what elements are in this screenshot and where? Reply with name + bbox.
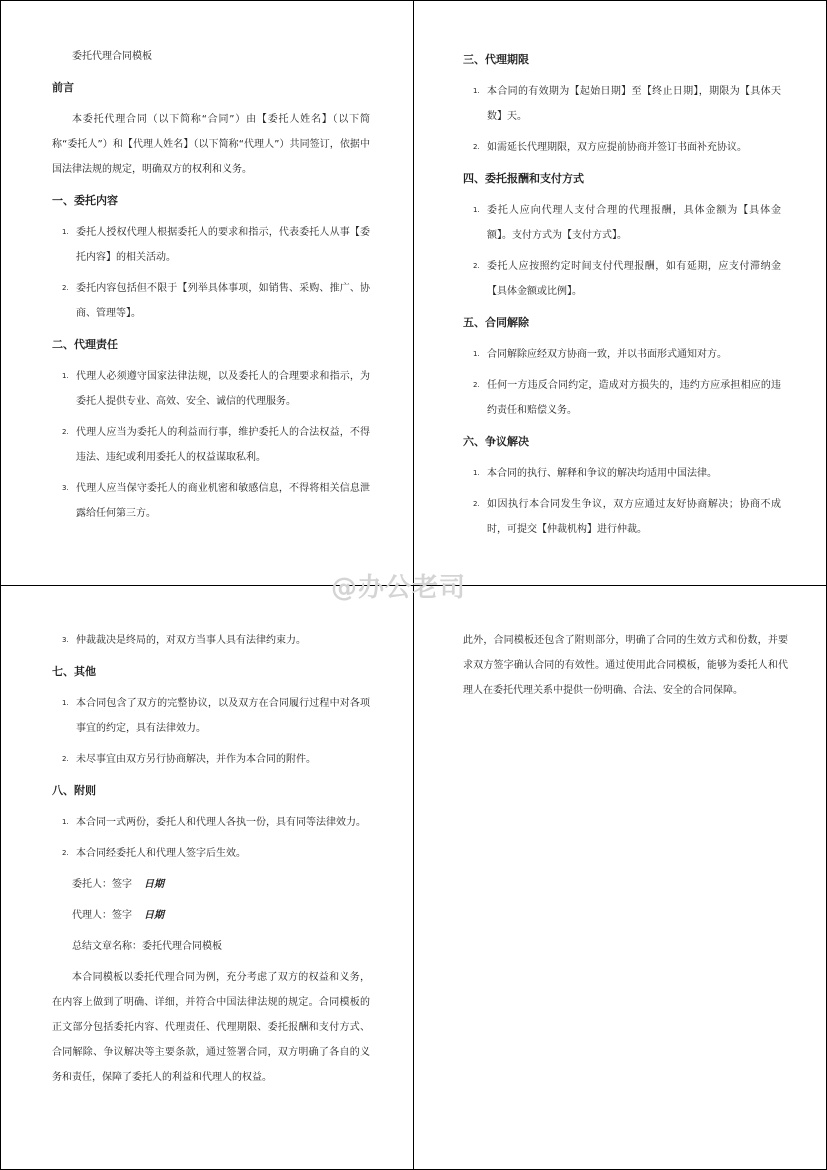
item-text: 本合同包含了双方的完整协议，以及双方在合同履行过程中对各项事宜的约定，具有法律效力。 <box>76 698 370 734</box>
item-text: 如需延长代理期限，双方应提前协商并签订书面补充协议。 <box>487 142 747 153</box>
section-7-heading: 七、其他 <box>52 665 96 678</box>
page-top-left <box>52 44 370 532</box>
section-3-item-2 <box>463 135 781 160</box>
item-text: 委托人授权代理人根据委托人的要求和指示，代表委托人从事【委托内容】的相关活动。 <box>76 227 370 263</box>
item-number: 2. <box>473 500 480 508</box>
signature-date: 日期 <box>144 879 164 890</box>
section-1-heading: 一、委托内容 <box>52 194 118 207</box>
item-text: 代理人应当保守委托人的商业机密和敏感信息，不得将相关信息泄露给任何第三方。 <box>76 483 370 519</box>
section-8-item-1 <box>52 810 370 835</box>
page-bottom-right <box>463 628 788 709</box>
page-top-right <box>463 44 781 548</box>
item-text: 未尽事宜由双方另行协商解决，并作为本合同的附件。 <box>76 754 316 765</box>
section-5-item-2 <box>463 373 781 423</box>
item-number: 2. <box>473 262 480 270</box>
agent-signature-line <box>52 903 370 928</box>
item-text: 委托人应按照约定时间支付代理报酬，如有延期，应支付滞纳金【具体金额或比例】。 <box>487 261 781 297</box>
item-text: 代理人应当为委托人的利益而行事，维护委托人的合法权益，不得违法、违纪或利用委托人的权益谋取私利。 <box>76 427 370 463</box>
section-4-item-2 <box>463 254 781 304</box>
section-8-heading: 八、附则 <box>52 784 96 797</box>
section-8-item-2 <box>52 841 370 866</box>
item-number: 1. <box>473 87 480 95</box>
section-1-item-2 <box>52 276 370 326</box>
page-bottom-left <box>52 628 370 1096</box>
section-4-heading: 四、委托报酬和支付方式 <box>463 172 584 185</box>
item-text: 任何一方违反合同约定，造成对方损失的，违约方应承担相应的违约责任和赔偿义务。 <box>487 380 781 416</box>
item-number: 1. <box>473 469 480 477</box>
signature-label: 委托人：签字 <box>72 879 132 890</box>
item-number: 2. <box>473 381 480 389</box>
item-number: 1. <box>473 206 480 214</box>
item-number: 3. <box>62 636 69 644</box>
item-number: 2. <box>62 428 69 436</box>
section-6-item-2 <box>463 492 781 542</box>
watermark: @办公老司 <box>331 573 467 603</box>
item-text: 代理人必须遵守国家法律法规，以及委托人的合理要求和指示，为委托人提供专业、高效、安全、诚信的代理服务。 <box>76 371 370 407</box>
section-7-item-1 <box>52 691 370 741</box>
summary-text: 本合同模板以委托代理合同为例，充分考虑了双方的权益和义务，在内容上做到了明确、详细，并符合中国法律法规的规定。合同模板的正文部分包括委托内容、代理责任、代理期限、委托报酬和支付方式、合同解除、争议解决等主要条款，通过签署合同，双方明确了各自的义务和责任，保障了委托人的利益和代理人的权益。 <box>52 972 370 1083</box>
item-number: 1. <box>473 350 480 358</box>
section-6-heading: 六、争议解决 <box>463 435 529 448</box>
section-6-item-1 <box>463 461 781 486</box>
section-2-heading: 二、代理责任 <box>52 338 118 351</box>
section-3-item-1 <box>463 79 781 129</box>
item-number: 2. <box>62 755 69 763</box>
item-number: 2. <box>62 284 69 292</box>
section-2-item-3 <box>52 476 370 526</box>
item-text: 本合同经委托人和代理人签字后生效。 <box>76 848 246 859</box>
section-4-item-1 <box>463 198 781 248</box>
closing-paragraph: 此外，合同模板还包含了附则部分，明确了合同的生效方式和份数，并要求双方签字确认合同的有效性。通过使用此合同模板，能够为委托人和代理人在委托代理关系中提供一份明确、合法、安全的合同保障。 <box>463 635 788 696</box>
preface-text: 本委托代理合同（以下简称“合同”）由【委托人姓名】（以下简称“委托人”）和【代理人姓名】（以下简称“代理人”）共同签订，依据中国法律法规的规定，明确双方的权利和义务。 <box>52 114 370 175</box>
item-text: 仲裁裁决是终局的，对双方当事人具有法律约束力。 <box>76 635 306 646</box>
section-5-item-1 <box>463 342 781 367</box>
item-text: 委托人应向代理人支付合理的代理报酬，具体金额为【具体金额】。支付方式为【支付方式】。 <box>487 205 781 241</box>
item-number: 2. <box>62 849 69 857</box>
item-text: 委托内容包括但不限于【列举具体事项，如销售、采购、推广、协商、管理等】。 <box>76 283 370 319</box>
document-title: 委托代理合同模板 <box>72 51 152 62</box>
item-text: 本合同一式两份，委托人和代理人各执一份，具有同等法律效力。 <box>76 817 366 828</box>
item-number: 1. <box>62 372 69 380</box>
signature-date: 日期 <box>144 910 164 921</box>
item-number: 1. <box>62 818 69 826</box>
section-2-item-2 <box>52 420 370 470</box>
item-number: 3. <box>62 484 69 492</box>
item-text: 合同解除应经双方协商一致，并以书面形式通知对方。 <box>487 349 727 360</box>
item-number: 1. <box>62 228 69 236</box>
item-text: 如因执行本合同发生争议，双方应通过友好协商解决；协商不成时，可提交【仲裁机构】进行仲裁。 <box>487 499 781 535</box>
section-1-item-1 <box>52 220 370 270</box>
item-text: 本合同的有效期为【起始日期】至【终止日期】，期限为【具体天数】天。 <box>487 86 781 122</box>
principal-signature-line <box>52 872 370 897</box>
section-6-item-3 <box>52 628 370 653</box>
item-number: 1. <box>62 699 69 707</box>
section-2-item-1 <box>52 364 370 414</box>
item-text: 本合同的执行、解释和争议的解决均适用中国法律。 <box>487 468 717 479</box>
summary-title: 总结文章名称：委托代理合同模板 <box>72 941 222 952</box>
preface-heading: 前言 <box>52 81 74 94</box>
section-5-heading: 五、合同解除 <box>463 316 529 329</box>
signature-label: 代理人：签字 <box>72 910 132 921</box>
section-7-item-2 <box>52 747 370 772</box>
section-3-heading: 三、代理期限 <box>463 53 529 66</box>
item-number: 2. <box>473 143 480 151</box>
